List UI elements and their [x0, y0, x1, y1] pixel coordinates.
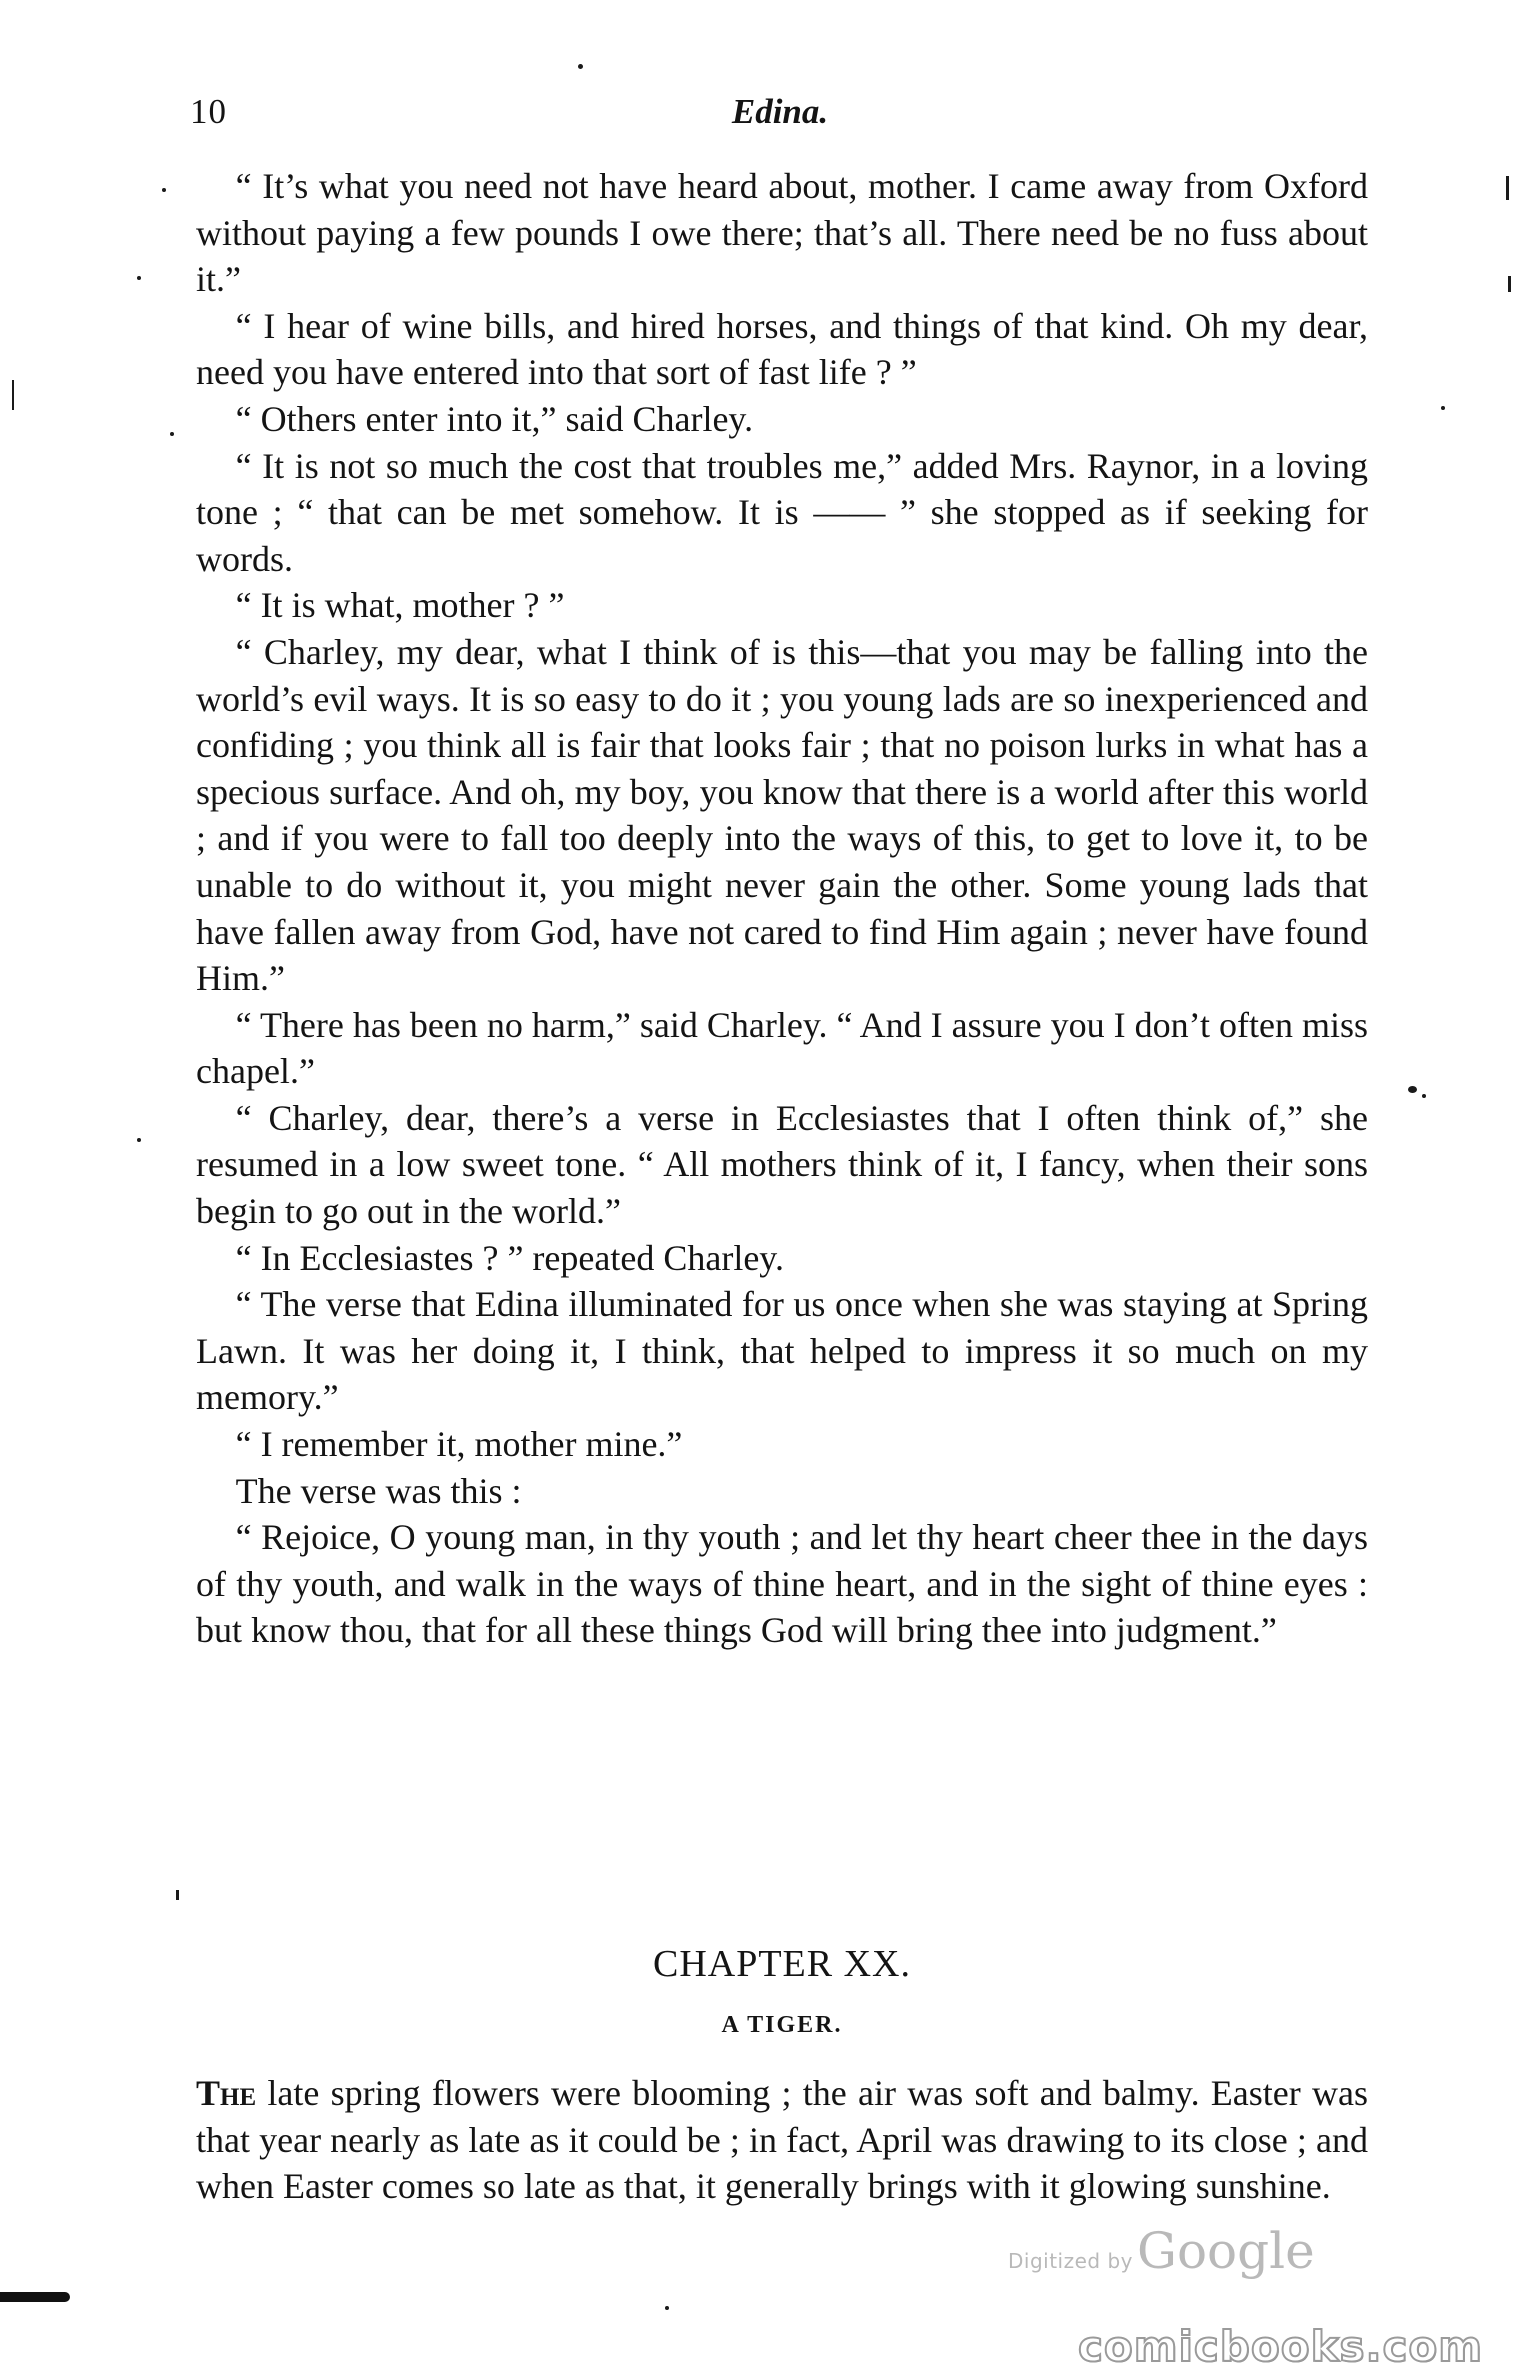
- scan-speck: [12, 380, 14, 410]
- paragraph: “ Others enter into it,” said Charley.: [235, 398, 754, 439]
- google-watermark-small: Digitized by: [1008, 2249, 1133, 2273]
- scan-speck: [665, 2306, 669, 2310]
- scan-speck: [170, 432, 174, 436]
- paragraph: “ It is what, mother ? ”: [235, 585, 565, 626]
- chapter-paragraph: [196, 2070, 1368, 2210]
- body-text: [196, 163, 1368, 1654]
- paragraph: The verse was this :: [235, 1470, 522, 1511]
- paragraph: “ Charley, dear, there’s a verse in Ecclesiastes that I often think of,” she resumed in a low sweet tone. “ All mothers think of it, I fancy, when their sons begin to go out in the world.”: [196, 1097, 1368, 1232]
- paragraph: “ In Ecclesiastes ? ” repeated Charley.: [235, 1237, 784, 1278]
- google-watermark-logo: Google: [1137, 2222, 1315, 2280]
- scan-speck: [1422, 1094, 1426, 1098]
- verse-quote: “ Rejoice, O young man, in thy youth ; and let thy heart cheer thee in the days of thy youth, and walk in the ways of thine heart, and in the sight of thine eyes : but know thou, that for all these things God will bring thee into judgment.”: [196, 1517, 1368, 1651]
- scan-speck: [137, 1138, 141, 1142]
- paragraph: “ It’s what you need not have heard about, mother. I came away from Oxford without paying a few pounds I owe there; that’s all. There need be no fuss about it.”: [196, 166, 1368, 300]
- site-watermark: comicbooks.com: [1078, 2322, 1483, 2371]
- paragraph: “ I remember it, mother mine.”: [235, 1424, 683, 1465]
- scan-speck: [1508, 276, 1511, 292]
- chapter-subtitle: A TIGER.: [721, 2012, 843, 2038]
- paragraph: “ The verse that Edina illuminated for us once when she was staying at Spring Lawn. It was her doing it, I think, that helped to impress it so much on my memory.”: [196, 1284, 1368, 1418]
- paragraph: “ Charley, my dear, what I think of is this—that you may be falling into the world’s evil ways. It is so easy to do it ; you young lads are so inexperienced and confiding ; you think all is fair that looks fair ; that no poison lurks in what has a specious surface. And oh, my boy, you know that there is a world after this world ; and if you were to fall too deeply into the ways of this, to get to love it, to be unable to do without it, you might never gain the other. Some young lads that have fallen away from God, have not cared to find Him again ; never have found Him.”: [196, 631, 1368, 999]
- running-title: Edina.: [731, 92, 829, 131]
- scan-speck: [1441, 406, 1445, 410]
- scan-speck: [137, 276, 141, 280]
- chapter-title: CHAPTER XX.: [652, 1943, 912, 1985]
- scan-edge-mark: [0, 2292, 70, 2302]
- page-header: [190, 92, 1370, 136]
- scan-speck: [176, 1890, 179, 1900]
- scan-speck: [1506, 176, 1509, 200]
- chapter-opening: [196, 2070, 1368, 2210]
- scan-speck: [162, 188, 166, 192]
- paragraph: “ There has been no harm,” said Charley. “ And I assure you I don’t often miss chapel.”: [196, 1004, 1368, 1092]
- opening-word: The: [196, 2073, 257, 2113]
- scan-speck: [578, 64, 583, 69]
- scan-speck: [1408, 1086, 1417, 1093]
- opening-text: late spring flowers were blooming ; the air was soft and balmy. Easter was that year nearly as late as it could be ; in fact, April was drawing to its close ; and when Easter comes so late as that, it generally brings with it glowing sunshine.: [196, 2073, 1368, 2207]
- paragraph: “ It is not so much the cost that troubles me,” added Mrs. Raynor, in a loving tone ; “ that can be met somehow. It is —— ” she stopped as if seeking for words.: [196, 445, 1368, 579]
- paragraph: “ I hear of wine bills, and hired horses, and things of that kind. Oh my dear, need you have entered into that sort of fast life ? ”: [196, 305, 1368, 393]
- page-number: 10: [190, 92, 227, 131]
- google-watermark: [1008, 2222, 1338, 2282]
